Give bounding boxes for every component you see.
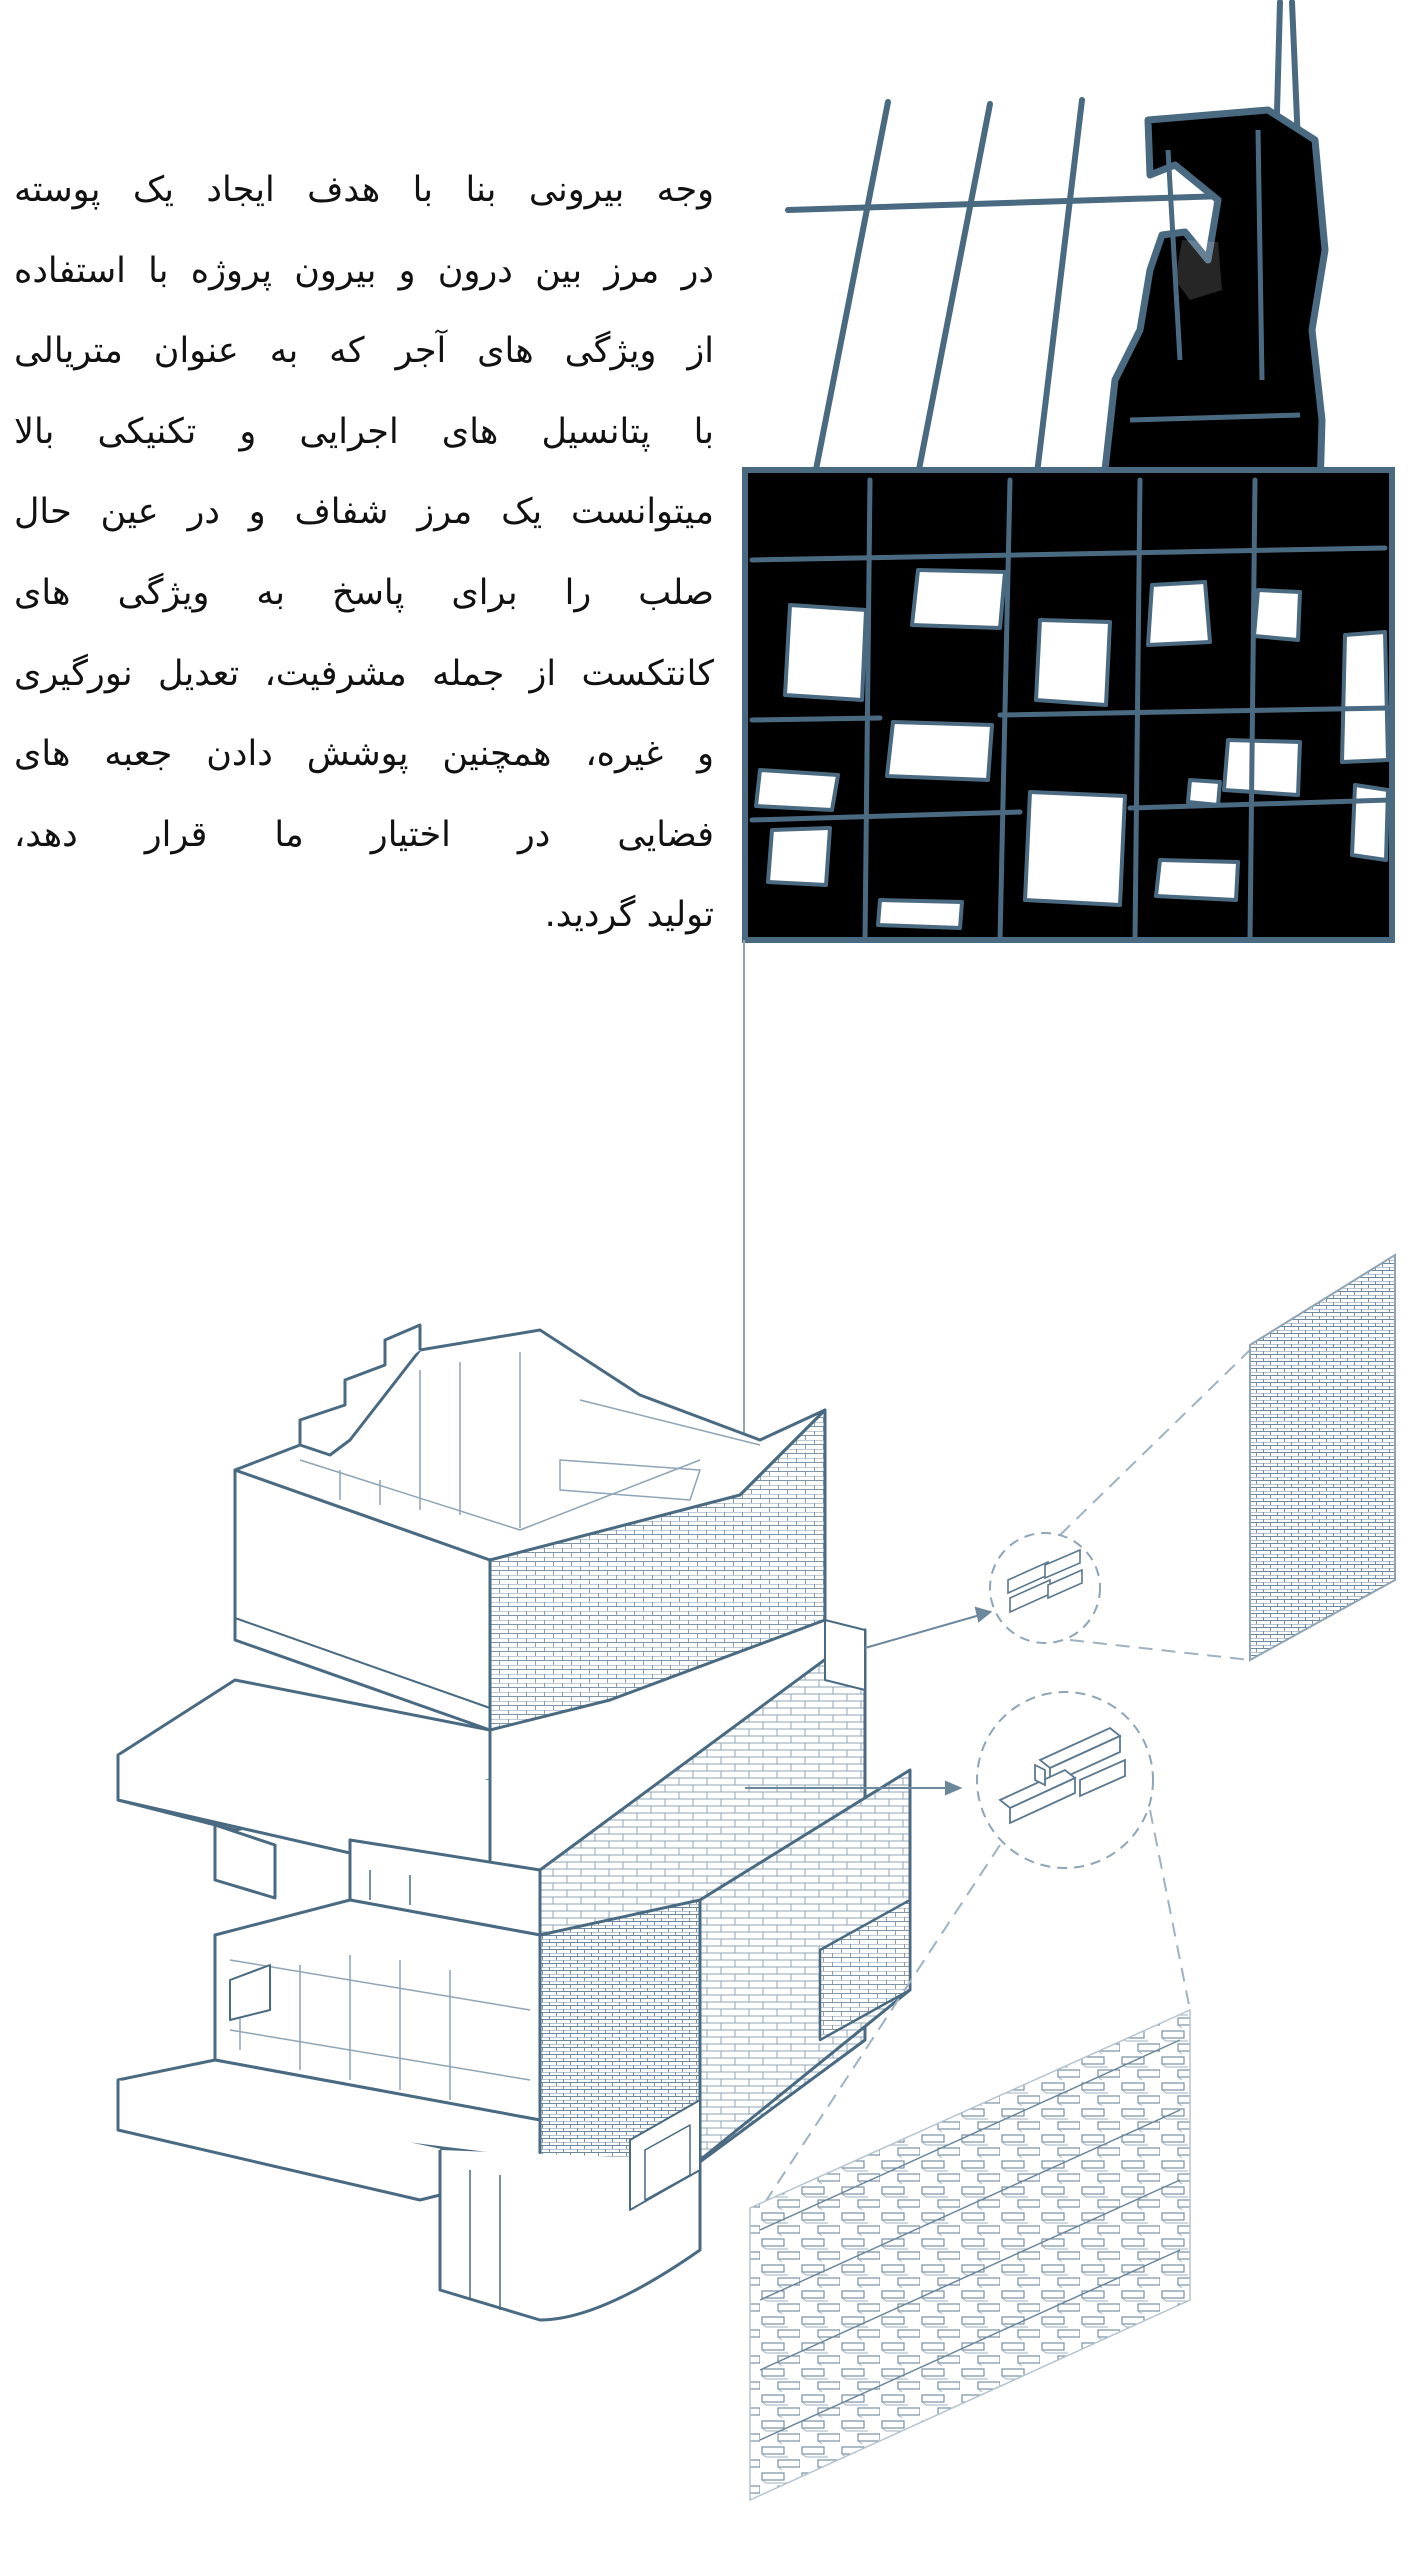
paragraph-line: صلب را برای پاسخ به ویژگی های xyxy=(14,572,714,613)
paragraph-line: وجه بیرونی بنا با هدف ایجاد یک پوسته xyxy=(14,170,714,210)
paragraph-line: تولید گردید. xyxy=(544,895,714,936)
brick-detail-callout-small xyxy=(990,1533,1100,1643)
axonometric-building xyxy=(118,1325,910,2320)
paragraph-line: کانتکست از جمله مشرفیت، تعدیل نورگیری xyxy=(14,653,714,694)
brick-texture-panel xyxy=(1250,1255,1395,1660)
paragraph-line: در مرز بین درون و بیرون پروژه با استفاده xyxy=(14,250,714,291)
facade-sketch xyxy=(745,2,1392,940)
paragraph-line: میتوانست یک مرز شفاف و در عین حال xyxy=(14,492,714,533)
paragraph-line: فضایی در اختیار ما قرار دهد، xyxy=(14,814,714,855)
paragraph-line: از ویژگی های آجر که به عنوان متریالی xyxy=(14,331,714,372)
paragraph-line: و غیره، همچنین پوشش دادن جعبه های xyxy=(14,734,714,775)
brick-detail-callout-large xyxy=(977,1692,1153,1868)
paragraph-line: با پتانسیل های اجرایی و تکنیکی بالا xyxy=(14,411,714,452)
